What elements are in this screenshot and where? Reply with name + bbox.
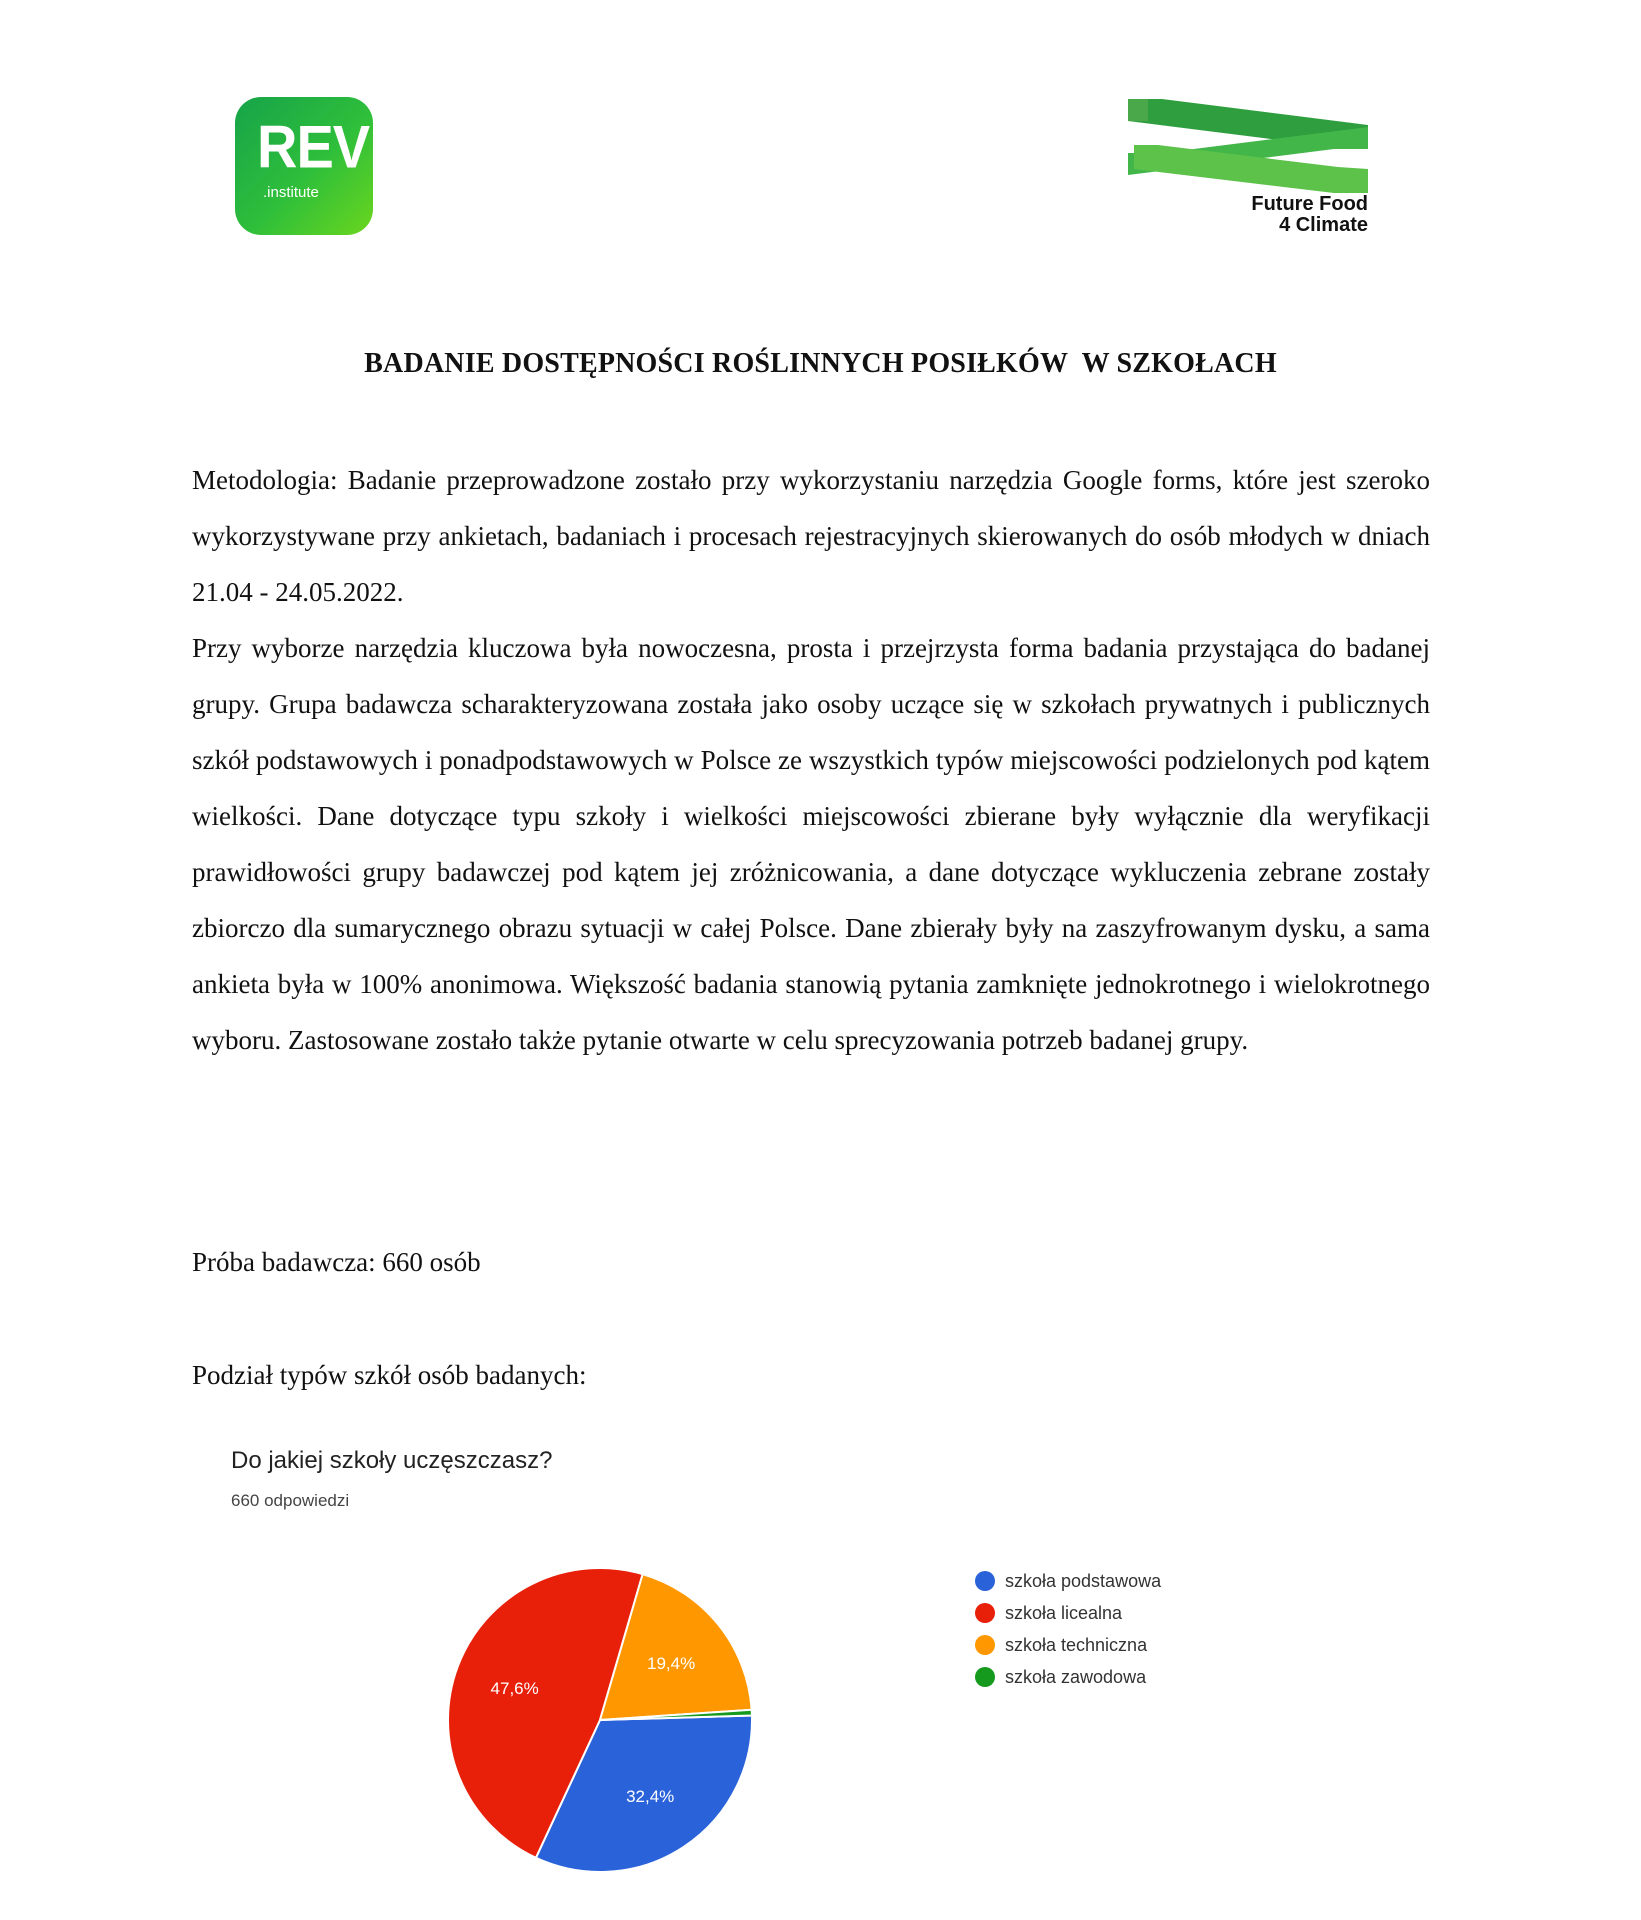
legend-item bbox=[975, 1629, 1161, 1661]
legend-label: szkoła techniczna bbox=[1005, 1634, 1148, 1655]
legend-swatch bbox=[975, 1635, 995, 1655]
legend-item bbox=[975, 1597, 1161, 1629]
document-title: BADANIE DOSTĘPNOŚCI ROŚLINNYCH POSIŁKÓW W SZKOŁACH bbox=[364, 348, 1277, 379]
pie-data-label: 47,6% bbox=[490, 1678, 539, 1698]
chart-title: Do jakiej szkoły uczęszczasz? bbox=[231, 1447, 553, 1474]
future-food-emblem-icon bbox=[1128, 97, 1368, 197]
section-heading: Podział typów szkół osób badanych: bbox=[192, 1360, 587, 1390]
future-food-logo-line2: 4 Climate bbox=[1279, 214, 1368, 236]
legend-label: szkoła licealna bbox=[1005, 1602, 1123, 1623]
rev-logo-word: REV bbox=[257, 112, 370, 181]
pie-data-label: 32,4% bbox=[626, 1787, 675, 1807]
legend-swatch bbox=[975, 1667, 995, 1687]
pie-data-label: 19,4% bbox=[646, 1653, 696, 1673]
rev-logo-subtext: .institute bbox=[263, 184, 319, 201]
methodology-text bbox=[192, 452, 1430, 1068]
paragraph-methodology: Metodologia: Badanie przeprowadzone zostało przy wykorzystaniu narzędzia Google forms, które jest szeroko wykorzystywane przy ankietach, badaniach i procesach rejestracyjnych skierowanych do osób młodych w dniach 21.04 - 24.05.2022. bbox=[192, 465, 1430, 607]
chart-legend bbox=[975, 1565, 1161, 1693]
legend-item bbox=[975, 1661, 1161, 1693]
rev-institute-logo bbox=[235, 97, 373, 235]
legend-label: szkoła zawodowa bbox=[1005, 1666, 1147, 1687]
legend-label: szkoła podstawowa bbox=[1005, 1570, 1162, 1591]
paragraph-tool-choice: Przy wyborze narzędzia kluczowa była nowoczesna, prosta i przejrzysta forma badania przystająca do badanej grupy. Grupa badawcza scharakteryzowana została jako osoby uczące się w szkołach prywatnych i publicznych szkół podstawowych i ponadpodstawowych w Polsce ze wszystkich typów miejscowości podzielonych pod kątem wielkości. Dane dotyczące typu szkoły i wielkości miejscowości zbierane były wyłącznie dla weryfikacji prawidłowości grupy badawczej pod kątem jej zróżnicowania, a dane dotyczące wykluczenia zebrane zostały zbiorczo dla sumarycznego obrazu sytuacji w całej Polsce. Dane zbierały były na zaszyfrowanym dysku, a sama ankieta była w 100% anonimowa. Większość badania stanowią pytania zamknięte jednokrotnego i wielokrotnego wyboru. Zastosowane zostało także pytanie otwarte w celu sprecyzowania potrzeb badanej grupy. bbox=[192, 633, 1430, 1055]
chart-subtitle: 660 odpowiedzi bbox=[231, 1491, 350, 1510]
future-food-4-climate-logo bbox=[1128, 97, 1368, 242]
sample-size-line: Próba badawcza: 660 osób bbox=[192, 1247, 481, 1277]
future-food-logo-line1: Future Food bbox=[1251, 193, 1368, 215]
future-food-logo-text bbox=[1251, 194, 1368, 236]
pie-chart bbox=[445, 1565, 755, 1875]
legend-swatch bbox=[975, 1571, 995, 1591]
legend-swatch bbox=[975, 1603, 995, 1623]
legend-item bbox=[975, 1565, 1161, 1597]
